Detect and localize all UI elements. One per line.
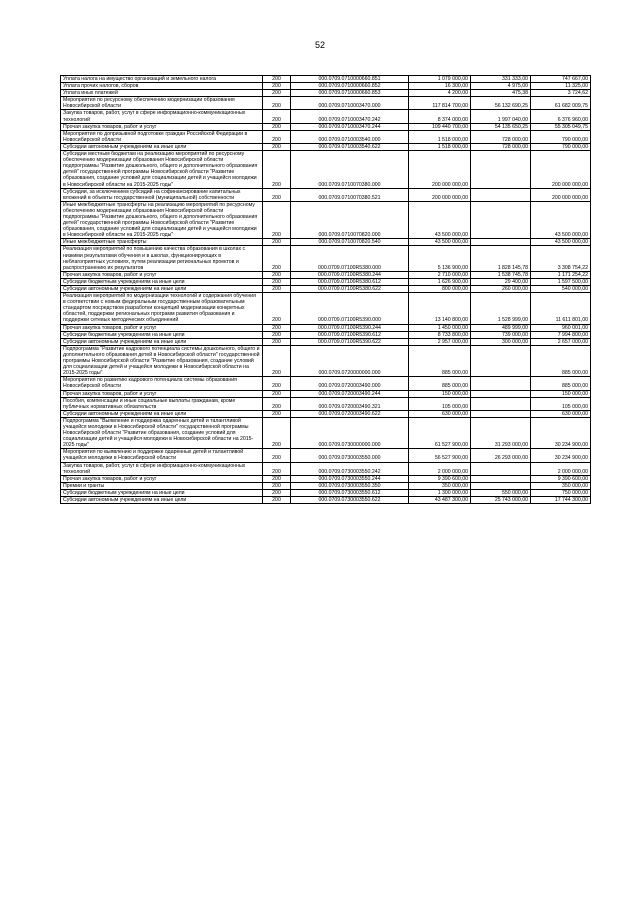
table-row	[61, 397, 591, 410]
table-row	[61, 201, 591, 239]
row-line-code: 200	[263, 130, 291, 143]
row-approved-amount: 13 140 800,00	[409, 293, 471, 324]
row-line-code: 200	[263, 475, 291, 482]
row-name: Закупка товаров, работ, услуг в сфере информационно-коммуникационных технологий	[61, 110, 263, 123]
row-name: Мероприятия по ресурсному обеспечению модернизации образования Новосибирской области	[61, 97, 263, 110]
row-remaining-amount: 17 744 300,00	[531, 497, 591, 504]
row-budget-classification-code: 000.0709.0730003550.000	[291, 449, 409, 462]
row-budget-classification-code: 000.0709.0710003540.000	[291, 130, 409, 143]
row-executed-amount: 260 000,00	[471, 286, 531, 293]
row-approved-amount: 8 733 800,00	[409, 331, 471, 338]
row-remaining-amount: 55 305 049,75	[531, 123, 591, 130]
table-row	[61, 324, 591, 331]
row-remaining-amount: 885 000,00	[531, 377, 591, 390]
table-row	[61, 497, 591, 504]
row-name: Субсидии автономным учреждениям на иные цели	[61, 143, 263, 150]
row-approved-amount: 1 518 000,00	[409, 143, 471, 150]
row-executed-amount: 550 000,00	[471, 489, 531, 496]
row-budget-classification-code: 000.0709.0710003470.242	[291, 110, 409, 123]
row-budget-classification-code: 000.0709.0720000000.000	[291, 345, 409, 376]
table-row	[61, 271, 591, 278]
row-approved-amount: 2 000 000,00	[409, 462, 471, 475]
row-approved-amount: 630 000,00	[409, 410, 471, 417]
table-row	[61, 83, 591, 90]
row-executed-amount: 1 538 745,78	[471, 271, 531, 278]
row-approved-amount: 350 000,00	[409, 482, 471, 489]
row-approved-amount: 1 300 000,00	[409, 489, 471, 496]
row-executed-amount: 56 132 690,25	[471, 97, 531, 110]
row-remaining-amount: 790 000,00	[531, 130, 591, 143]
row-budget-classification-code: 000.0709.0710070380.000	[291, 151, 409, 189]
row-executed-amount	[471, 151, 531, 189]
row-executed-amount: 1 997 040,00	[471, 110, 531, 123]
row-budget-classification-code: 000.0709.0710070820.000	[291, 201, 409, 239]
row-executed-amount: 300 000,00	[471, 338, 531, 345]
row-approved-amount: 117 814 700,00	[409, 97, 471, 110]
table-row	[61, 130, 591, 143]
row-executed-amount: 1 828 145,78	[471, 246, 531, 271]
table-row	[61, 188, 591, 201]
row-approved-amount: 1 450 000,00	[409, 324, 471, 331]
row-executed-amount: 29 400,00	[471, 278, 531, 285]
row-name: Субсидии, за исключением субсидий на софинансирование капитальных вложений в объекты государственной (муниципальной) собственности	[61, 188, 263, 201]
row-line-code: 200	[263, 417, 291, 448]
row-budget-classification-code: 000.0709.0730003550.242	[291, 462, 409, 475]
row-remaining-amount: 150 000,00	[531, 390, 591, 397]
table-row	[61, 110, 591, 123]
row-executed-amount: 25 743 000,00	[471, 497, 531, 504]
table-row	[61, 143, 591, 150]
row-budget-classification-code: 000.0709.0720003490.244	[291, 390, 409, 397]
row-name: Закупка товаров, работ, услуг в сфере информационно-коммуникационных технологий	[61, 462, 263, 475]
row-remaining-amount: 960 001,00	[531, 324, 591, 331]
row-name: Субсидии автономным учреждениям на иные цели	[61, 286, 263, 293]
row-line-code: 200	[263, 97, 291, 110]
row-budget-classification-code: 000.0709.0710070820.540	[291, 239, 409, 246]
row-name: Прочая закупка товаров, работ и услуг	[61, 390, 263, 397]
row-executed-amount: 54 135 650,25	[471, 123, 531, 130]
row-remaining-amount: 30 234 900,00	[531, 449, 591, 462]
row-remaining-amount: 885 000,00	[531, 345, 591, 376]
row-executed-amount	[471, 345, 531, 376]
table-row	[61, 449, 591, 462]
row-budget-classification-code: 000.0709.0720003490.622	[291, 410, 409, 417]
row-line-code: 200	[263, 497, 291, 504]
row-remaining-amount: 350 000,00	[531, 482, 591, 489]
row-approved-amount: 5 136 900,00	[409, 246, 471, 271]
row-budget-classification-code: 000.0709.0710000660.851	[291, 76, 409, 83]
row-approved-amount: 150 000,00	[409, 390, 471, 397]
table-row	[61, 239, 591, 246]
row-executed-amount	[471, 188, 531, 201]
row-executed-amount: 728 000,00	[471, 143, 531, 150]
row-remaining-amount: 747 667,00	[531, 76, 591, 83]
row-budget-classification-code: 000.0709.0710000660.852	[291, 83, 409, 90]
row-approved-amount: 1 626 900,00	[409, 278, 471, 285]
row-line-code: 200	[263, 324, 291, 331]
row-name: Иные межбюджетные трансферты на реализацию мероприятий по ресурсному обеспечению модернизации образования Новосибирской области подпрограммы "Развитие дошкольного, общего и дополнительного образования детей" государственной программы Новосибирской области "Развитие образования, создание условий для социализации детей и учащейся молодежи в Новосибирской области на 2015-2025 годы"	[61, 201, 263, 239]
row-executed-amount: 4 975,00	[471, 83, 531, 90]
table-row	[61, 338, 591, 345]
row-remaining-amount: 630 000,00	[531, 410, 591, 417]
table-row	[61, 293, 591, 324]
row-line-code: 200	[263, 278, 291, 285]
row-line-code: 200	[263, 76, 291, 83]
row-name: Субсидии бюджетным учреждениям на иные цели	[61, 331, 263, 338]
row-executed-amount	[471, 390, 531, 397]
row-remaining-amount: 200 000 000,00	[531, 188, 591, 201]
table-row	[61, 489, 591, 496]
row-approved-amount: 8 374 000,00	[409, 110, 471, 123]
row-remaining-amount: 105 000,00	[531, 397, 591, 410]
row-executed-amount: 475,38	[471, 90, 531, 97]
row-line-code: 200	[263, 201, 291, 239]
row-line-code: 200	[263, 397, 291, 410]
table-row	[61, 390, 591, 397]
table-row	[61, 475, 591, 482]
row-executed-amount: 739 000,00	[471, 331, 531, 338]
row-name: Реализация мероприятий по повышению качества образования в школах с низкими результатами обучения и в школах, функционирующих в неблагоприятных условиях, путем реализации региональных проектов и распространению их результатов	[61, 246, 263, 271]
row-executed-amount: 728 000,00	[471, 130, 531, 143]
row-remaining-amount: 43 500 000,00	[531, 239, 591, 246]
row-remaining-amount: 790 000,00	[531, 143, 591, 150]
row-approved-amount: 200 000 000,00	[409, 151, 471, 189]
row-line-code: 200	[263, 462, 291, 475]
row-name: Пособия, компенсации и иные социальные выплаты гражданам, кроме публичных нормативных обязательств	[61, 397, 263, 410]
row-line-code: 200	[263, 331, 291, 338]
row-approved-amount: 43 487 300,00	[409, 497, 471, 504]
row-name: Субсидии автономным учреждениям на иные цели	[61, 497, 263, 504]
row-remaining-amount: 11 325,00	[531, 83, 591, 90]
row-budget-classification-code: 000.0709.07100R5390.244	[291, 324, 409, 331]
row-line-code: 200	[263, 143, 291, 150]
table-row	[61, 286, 591, 293]
table-row	[61, 76, 591, 83]
row-remaining-amount: 7 994 800,00	[531, 331, 591, 338]
row-name: Премии и гранты	[61, 482, 263, 489]
table-row	[61, 151, 591, 189]
row-remaining-amount: 3 724,62	[531, 90, 591, 97]
row-approved-amount: 885 000,00	[409, 345, 471, 376]
row-executed-amount: 1 528 999,00	[471, 293, 531, 324]
row-budget-classification-code: 000.0709.07100R5380.622	[291, 286, 409, 293]
row-budget-classification-code: 000.0709.0710003470.000	[291, 97, 409, 110]
row-remaining-amount: 750 000,00	[531, 489, 591, 496]
row-remaining-amount: 30 234 900,00	[531, 417, 591, 448]
row-remaining-amount: 3 308 754,22	[531, 246, 591, 271]
row-approved-amount: 16 300,00	[409, 83, 471, 90]
row-budget-classification-code: 000.0709.07100R5380.612	[291, 278, 409, 285]
table-row	[61, 377, 591, 390]
row-name: Уплата прочих налогов, сборов	[61, 83, 263, 90]
row-remaining-amount: 2 657 000,00	[531, 338, 591, 345]
table-row	[61, 278, 591, 285]
row-executed-amount	[471, 475, 531, 482]
row-approved-amount: 200 000 000,00	[409, 188, 471, 201]
row-name: Подпрограмма "Развитие кадрового потенциала системы дошкольного, общего и дополнительного образования детей в Новосибирской области" государственной программы Новосибирской области "Развитие образования, создание условий для социализации детей и учащейся молодежи в Новосибирской области на 2015-2025 годы"	[61, 345, 263, 376]
row-approved-amount: 800 000,00	[409, 286, 471, 293]
row-executed-amount	[471, 239, 531, 246]
row-name: Прочая закупка товаров, работ и услуг	[61, 271, 263, 278]
row-name: Субсидии бюджетным учреждениям на иные цели	[61, 278, 263, 285]
row-remaining-amount: 200 000 000,00	[531, 151, 591, 189]
row-name: Уплата налога на имущество организаций и земельного налога	[61, 76, 263, 83]
row-line-code: 200	[263, 151, 291, 189]
row-line-code: 200	[263, 410, 291, 417]
row-line-code: 200	[263, 390, 291, 397]
row-line-code: 200	[263, 239, 291, 246]
row-executed-amount: 489 999,00	[471, 324, 531, 331]
row-budget-classification-code: 000.0709.07100R5390.612	[291, 331, 409, 338]
row-name: Иные межбюджетные трансферты	[61, 239, 263, 246]
row-budget-classification-code: 000.0709.07100R5390.000	[291, 293, 409, 324]
row-name: Мероприятия по выявлению и поддержке одаренных детей и талантливой учащейся молодежи в Новосибирской области	[61, 449, 263, 462]
row-approved-amount: 56 527 900,00	[409, 449, 471, 462]
row-budget-classification-code: 000.0709.0730003550.622	[291, 497, 409, 504]
row-executed-amount: 331 333,00	[471, 76, 531, 83]
row-line-code: 200	[263, 123, 291, 130]
row-executed-amount	[471, 377, 531, 390]
row-line-code: 200	[263, 489, 291, 496]
table-row	[61, 97, 591, 110]
row-line-code: 200	[263, 345, 291, 376]
row-budget-classification-code: 000.0709.0730003550.612	[291, 489, 409, 496]
row-budget-classification-code: 000.0709.0720003490.321	[291, 397, 409, 410]
row-remaining-amount: 1 171 254,22	[531, 271, 591, 278]
row-budget-classification-code: 000.0709.0730003550.350	[291, 482, 409, 489]
row-name: Уплата иных платежей	[61, 90, 263, 97]
page-number: 52	[314, 40, 325, 50]
row-line-code: 200	[263, 271, 291, 278]
table-row	[61, 345, 591, 376]
row-line-code: 200	[263, 293, 291, 324]
row-budget-classification-code: 000.0709.0710003540.622	[291, 143, 409, 150]
row-approved-amount: 885 000,00	[409, 377, 471, 390]
budget-execution-table	[60, 75, 591, 504]
row-line-code: 200	[263, 449, 291, 462]
row-executed-amount	[471, 482, 531, 489]
row-executed-amount	[471, 201, 531, 239]
table-row	[61, 331, 591, 338]
row-line-code: 200	[263, 90, 291, 97]
table-row	[61, 90, 591, 97]
row-budget-classification-code: 000.0709.0710070380.521	[291, 188, 409, 201]
row-approved-amount: 1 079 000,00	[409, 76, 471, 83]
row-name: Подпрограмма "Выявление и поддержка одаренных детей и талантливой учащейся молодежи в Новосибирской области" государственной программы Новосибирской области "Развитие образования, создание условий для социализации детей и учащейся молодежи в Новосибирской области на 2015-2025 годы"	[61, 417, 263, 448]
row-budget-classification-code: 000.0709.0710000660.853	[291, 90, 409, 97]
row-approved-amount: 1 518 000,00	[409, 130, 471, 143]
row-approved-amount: 105 000,00	[409, 397, 471, 410]
row-executed-amount: 26 293 000,00	[471, 449, 531, 462]
table-row	[61, 410, 591, 417]
row-line-code: 200	[263, 286, 291, 293]
row-name: Реализация мероприятий по модернизации технологий и содержания обучения в соответствии с новым федеральным государственным образовательным стандартом посредством разработки концепций модернизации конкретных областей, поддержки региональных программ развития образования и поддержки сетевых методических объединений	[61, 293, 263, 324]
row-name: Субсидии бюджетным учреждениям на иные цели	[61, 489, 263, 496]
row-name: Прочая закупка товаров, работ и услуг	[61, 475, 263, 482]
row-approved-amount: 4 200,00	[409, 90, 471, 97]
table-row	[61, 417, 591, 448]
row-remaining-amount: 43 500 000,00	[531, 201, 591, 239]
row-line-code: 200	[263, 377, 291, 390]
row-name: Мероприятия по допризывной подготовке граждан Российской Федерации в Новосибирской области	[61, 130, 263, 143]
row-remaining-amount: 540 000,00	[531, 286, 591, 293]
row-budget-classification-code: 000.0709.0730000000.000	[291, 417, 409, 448]
row-remaining-amount: 11 611 801,00	[531, 293, 591, 324]
row-approved-amount: 9 390 600,00	[409, 475, 471, 482]
row-budget-classification-code: 000.0709.0730003550.244	[291, 475, 409, 482]
table-row	[61, 246, 591, 271]
row-line-code: 200	[263, 246, 291, 271]
row-approved-amount: 109 440 700,00	[409, 123, 471, 130]
row-approved-amount: 2 957 000,00	[409, 338, 471, 345]
row-line-code: 200	[263, 188, 291, 201]
row-name: Субсидии автономным учреждениям на иные цели	[61, 410, 263, 417]
row-executed-amount	[471, 462, 531, 475]
row-line-code: 200	[263, 338, 291, 345]
row-line-code: 200	[263, 482, 291, 489]
row-remaining-amount: 9 390 600,00	[531, 475, 591, 482]
row-executed-amount	[471, 410, 531, 417]
row-budget-classification-code: 000.0709.07100R5380.000	[291, 246, 409, 271]
row-remaining-amount: 6 376 960,00	[531, 110, 591, 123]
row-line-code: 200	[263, 83, 291, 90]
row-budget-classification-code: 000.0709.0710003470.244	[291, 123, 409, 130]
table-row	[61, 482, 591, 489]
row-name: Мероприятия по развитию кадрового потенциала системы образования Новосибирской области	[61, 377, 263, 390]
row-approved-amount: 61 527 900,00	[409, 417, 471, 448]
row-name: Прочая закупка товаров, работ и услуг	[61, 123, 263, 130]
row-budget-classification-code: 000.0709.07100R5380.244	[291, 271, 409, 278]
row-executed-amount	[471, 397, 531, 410]
table-row	[61, 123, 591, 130]
row-name: Субсидии местным бюджетам на реализацию мероприятий по ресурсному обеспечению модернизации образования Новосибирской области подпрограммы "Развитие дошкольного, общего и дополнительного образования детей" государственной программы Новосибирской области "Развитие образования, создание условий для социализации детей и учащейся молодежи в Новосибирской области на 2015-2025 годы"	[61, 151, 263, 189]
row-line-code: 200	[263, 110, 291, 123]
row-name: Прочая закупка товаров, работ и услуг	[61, 324, 263, 331]
row-executed-amount: 31 293 000,00	[471, 417, 531, 448]
row-remaining-amount: 2 000 000,00	[531, 462, 591, 475]
row-name: Субсидии автономным учреждениям на иные цели	[61, 338, 263, 345]
row-budget-classification-code: 000.0709.07100R5390.622	[291, 338, 409, 345]
table-row	[61, 462, 591, 475]
row-remaining-amount: 61 682 009,75	[531, 97, 591, 110]
row-approved-amount: 43 500 000,00	[409, 239, 471, 246]
row-approved-amount: 43 500 000,00	[409, 201, 471, 239]
row-approved-amount: 2 710 000,00	[409, 271, 471, 278]
row-remaining-amount: 1 597 500,00	[531, 278, 591, 285]
row-budget-classification-code: 000.0709.0720003490.000	[291, 377, 409, 390]
